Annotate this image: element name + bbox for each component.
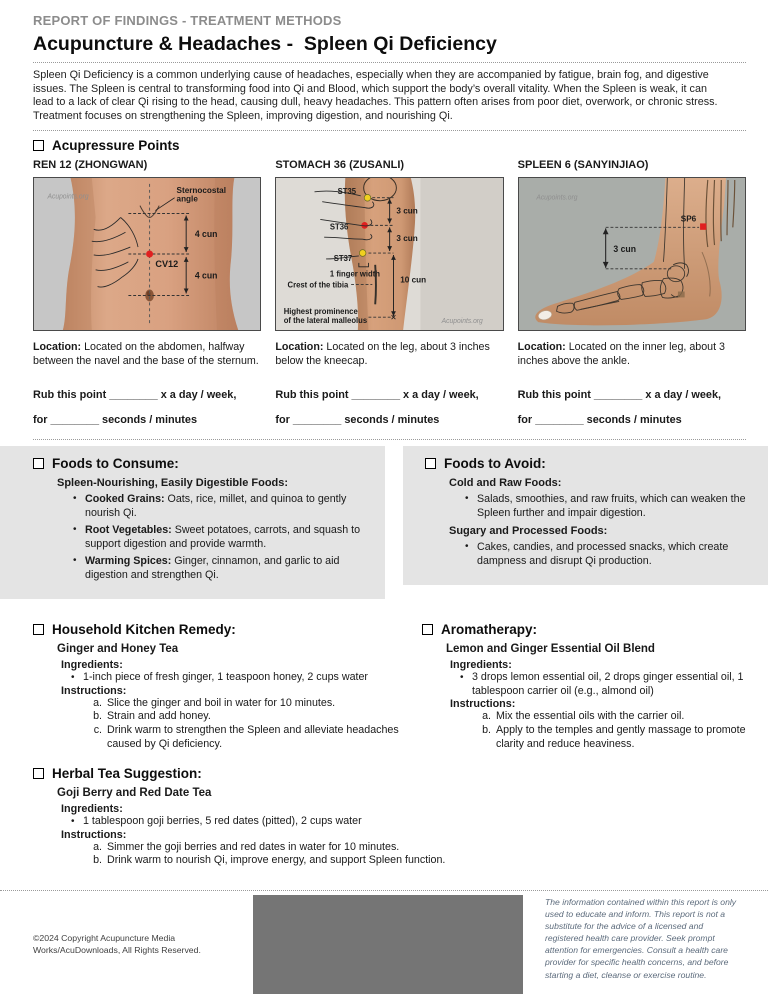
location-text: Location: Located on the abdomen, halfway between the navel and the base of the sternum. xyxy=(33,340,259,368)
malleolus-label-line1: Highest prominence xyxy=(284,306,359,317)
instruction-step: a. Mix the essential oils with the carrier oil. xyxy=(494,710,768,724)
report-eyebrow: REPORT OF FINDINGS - TREATMENT METHODS xyxy=(33,13,342,28)
foods-consume-heading: Foods to Consume: xyxy=(52,455,179,471)
intro-paragraph: Spleen Qi Deficiency is a common underlying cause of headaches, especially when they are accompanied by fatigue, brain fog, and digestive issues. The Spleen is central to transforming food into Qi and Blood, which support the body’s overall vitality. When the Spleen is weak, it can lead to a lack of clear Qi rising to the head, causing dull, heavy headaches. This pattern often arises from poor diet, overwork, or chronic stress. Treatment focuses on strengthening the Spleen, improving digestion, and nourishing Qi. xyxy=(33,69,718,123)
herbal-tea-checkbox[interactable] xyxy=(33,768,44,779)
aromatherapy-section xyxy=(400,615,768,752)
aromatherapy-checkbox[interactable] xyxy=(422,624,433,635)
instruction-step: a. Slice the ginger and boil in water for 10 minutes. xyxy=(105,697,400,711)
recipe-name: Lemon and Ginger Essential Oil Blend xyxy=(446,642,655,655)
foods-consume-checkbox[interactable] xyxy=(33,458,44,469)
herbal-tea-heading: Herbal Tea Suggestion: xyxy=(52,765,202,781)
tibia-crest-label: Crest of the tibia xyxy=(287,280,349,290)
food-item: • Salads, smoothies, and raw fruits, which can weaken the Spleen further and impair digestion. xyxy=(465,492,758,521)
ingredient-item: • 1 tablespoon goji berries, 5 red dates (pitted), 2 cups water xyxy=(71,815,538,829)
food-item: • Cooked Grains: Oats, rice, millet, and quinoa to gently nourish Qi. xyxy=(73,492,375,521)
point-name: SPLEEN 6 (SANYINJIAO) xyxy=(517,158,649,171)
food-item: • Root Vegetables: Sweet potatoes, carrots, and squash to support digestion and provide warmth. xyxy=(73,523,375,552)
rub-frequency-line: Rub this point ________ x a day / week, xyxy=(33,388,237,401)
foods-avoid-heading: Foods to Avoid: xyxy=(444,455,546,471)
cv12-point-label: CV12 xyxy=(155,258,179,269)
acupressure-heading: Acupressure Points xyxy=(52,137,180,153)
location-text: Location: Located on the inner leg, about 3 inches above the ankle. xyxy=(517,340,725,368)
aromatherapy-heading: Aromatherapy: xyxy=(441,621,538,637)
food-item: • Warming Spices: Ginger, cinnamon, and garlic to aid digestion and strengthen Qi. xyxy=(73,554,375,583)
point-column-sp6 xyxy=(518,159,746,427)
rub-duration-line: for ________ seconds / minutes xyxy=(517,413,682,426)
food-item: • Cakes, candies, and processed snacks, which create dampness and disrupt Qi production. xyxy=(465,540,758,569)
abdomen-acupoint-image xyxy=(33,177,261,331)
watermark: Acupoints.org xyxy=(535,194,578,202)
cun-upper-label: 3 cun xyxy=(396,206,419,216)
watermark: Acupoints.org xyxy=(47,193,89,201)
rub-duration-line: for ________ seconds / minutes xyxy=(275,413,440,426)
herbal-tea-section xyxy=(0,766,560,868)
watermark: Acupoints.org xyxy=(441,317,484,325)
ingredients-label: Ingredients: xyxy=(61,658,123,671)
recipe-name: Ginger and Honey Tea xyxy=(57,642,179,655)
point-name: REN 12 (ZHONGWAN) xyxy=(33,158,148,171)
remedies-section xyxy=(0,615,768,752)
st37-label: ST37 xyxy=(334,253,353,263)
three-cun-label: 3 cun xyxy=(613,243,636,254)
foods-avoid-subheading: Sugary and Processed Foods: xyxy=(449,524,608,537)
ten-cun-label: 10 cun xyxy=(400,275,427,285)
disclaimer-text: The information contained within this report is only used to educate and inform. This report is not a substitute for the advice of a licensed and registered health care provider. Seek prompt attention for emergencies. Consult a health care provider for specific health concerns, and before starting a diet, cleanse or exercise routine. xyxy=(545,897,737,980)
sternocostal-label-line1: Sternocostal xyxy=(176,185,226,195)
foods-to-avoid-box xyxy=(403,446,768,585)
page-title: Acupuncture & Headaches - Spleen Qi Deficiency xyxy=(33,33,497,55)
instructions-label: Instructions: xyxy=(450,698,516,711)
acupressure-section xyxy=(33,138,746,427)
instruction-step: a. Simmer the goji berries and red dates in water for 10 minutes. xyxy=(105,841,538,855)
instruction-step: b. Drink warm to nourish Qi, improve energy, and support Spleen function. xyxy=(105,854,538,868)
divider xyxy=(33,130,746,131)
cun-lower-label: 3 cun xyxy=(396,233,419,244)
instruction-step: c. Drink warm to strengthen the Spleen and alleviate headaches caused by Qi deficiency. xyxy=(105,724,400,752)
rub-frequency-line: Rub this point ________ x a day / week, xyxy=(517,388,722,401)
kitchen-remedy-section xyxy=(0,615,400,752)
cun-lower-label: 4 cun xyxy=(194,270,218,281)
logo-placeholder xyxy=(253,895,523,994)
ingredient-item: • 1-inch piece of fresh ginger, 1 teaspoon honey, 2 cups water xyxy=(71,671,400,685)
instruction-step: b. Apply to the temples and gently massage to promote clarity and reduce heaviness. xyxy=(494,724,768,752)
kitchen-remedy-checkbox[interactable] xyxy=(33,624,44,635)
ingredient-item: • 3 drops lemon essential oil, 2 drops ginger essential oil, 1 tablespoon carrier oil (e.g., almond oil) xyxy=(460,671,768,699)
divider xyxy=(33,62,746,63)
malleolus-label-line2: of the lateral malleolus xyxy=(284,315,368,325)
sternocostal-label-line2: angle xyxy=(176,194,198,204)
point-name: STOMACH 36 (ZUSANLI) xyxy=(275,158,405,171)
leg-acupoint-image xyxy=(275,177,503,331)
divider xyxy=(0,890,768,891)
ingredients-label: Ingredients: xyxy=(450,658,512,671)
copyright-text: ©2024 Copyright Acupuncture Media Works/AcuDownloads, All Rights Reserved. xyxy=(33,933,201,955)
ingredients-label: Ingredients: xyxy=(61,802,123,815)
finger-width-label: 1 finger width xyxy=(330,269,381,279)
foods-to-consume-box xyxy=(0,446,385,599)
location-text: Location: Located on the leg, about 3 inches below the kneecap. xyxy=(275,340,490,368)
foods-avoid-subheading: Cold and Raw Foods: xyxy=(449,476,562,489)
instruction-step: b. Strain and add honey. xyxy=(105,710,400,724)
point-column-ren12 xyxy=(33,159,261,427)
foods-avoid-checkbox[interactable] xyxy=(425,458,436,469)
recipe-name: Goji Berry and Red Date Tea xyxy=(57,786,212,799)
instructions-label: Instructions: xyxy=(61,828,127,841)
rub-frequency-line: Rub this point ________ x a day / week, xyxy=(275,388,479,401)
instructions-label: Instructions: xyxy=(61,684,127,697)
foot-acupoint-image xyxy=(518,177,746,331)
point-column-st36 xyxy=(275,159,503,427)
cun-upper-label: 4 cun xyxy=(194,228,218,240)
footer xyxy=(0,884,768,994)
divider xyxy=(33,439,746,440)
kitchen-remedy-heading: Household Kitchen Remedy: xyxy=(52,621,236,637)
foods-consume-subheading: Spleen-Nourishing, Easily Digestible Foods: xyxy=(57,476,289,489)
acupressure-checkbox[interactable] xyxy=(33,140,44,151)
sp6-point-label: SP6 xyxy=(680,214,696,224)
rub-duration-line: for ________ seconds / minutes xyxy=(33,413,198,426)
foods-section xyxy=(0,446,768,599)
st36-label: ST36 xyxy=(330,222,349,232)
st35-label: ST35 xyxy=(337,186,357,196)
